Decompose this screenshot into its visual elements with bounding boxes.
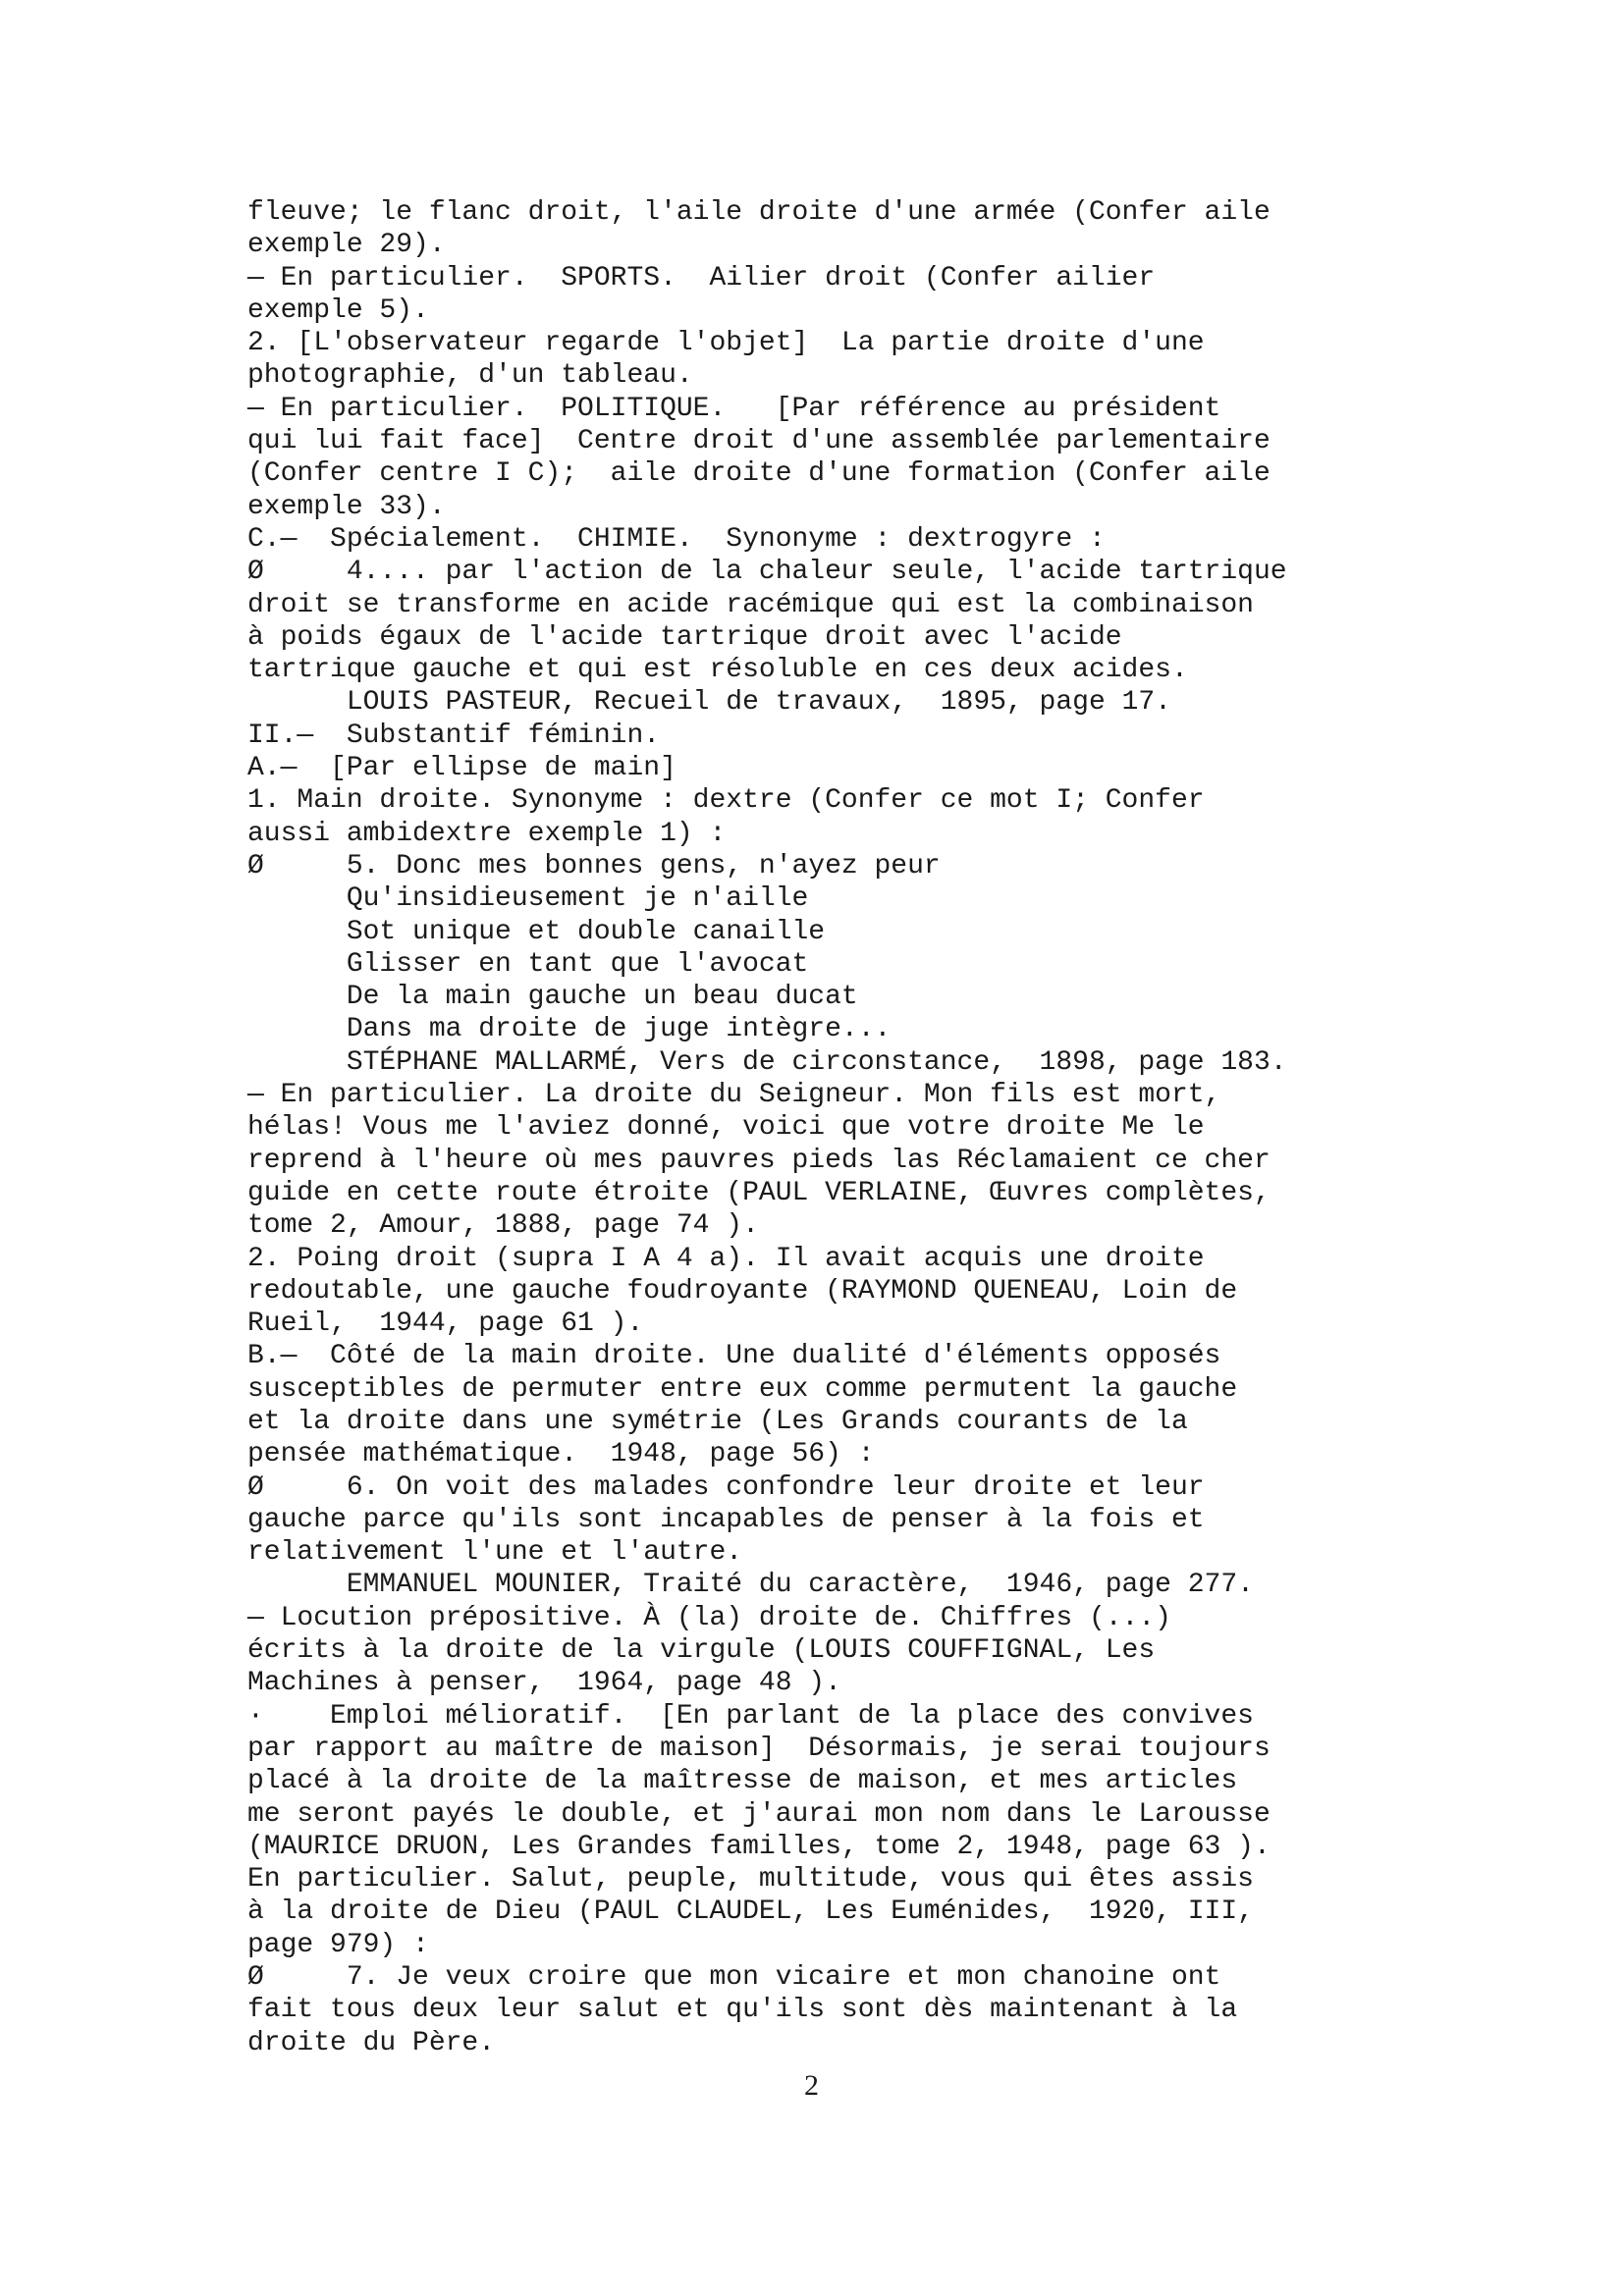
text-line: susceptibles de permuter entre eux comme permutent la gauche bbox=[247, 1373, 1238, 1405]
text-line: 2. [L'observateur regarde l'objet] La partie droite d'une bbox=[247, 328, 1205, 359]
text-line: De la main gauche un beau ducat bbox=[247, 982, 858, 1013]
text-line: Glisser en tant que l'avocat bbox=[247, 948, 809, 980]
text-line: (Confer centre I C); aile droite d'une formation (Confer aile bbox=[247, 458, 1271, 490]
text-line: EMMANUEL MOUNIER, Traité du caractère, 1946, page 277. bbox=[247, 1570, 1254, 1601]
text-line: guide en cette route étroite (PAUL VERLAINE, Œuvres complètes, bbox=[247, 1177, 1271, 1208]
text-line: reprend à l'heure où mes pauvres pieds las Réclamaient ce cher bbox=[247, 1145, 1271, 1176]
text-line: Machines à penser, 1964, page 48 ). bbox=[247, 1668, 841, 1699]
text-line: C.— Spécialement. CHIMIE. Synonyme : dextrogyre : bbox=[247, 523, 1106, 555]
text-line: — En particulier. La droite du Seigneur. Mon fils est mort, bbox=[247, 1080, 1221, 1111]
text-line: LOUIS PASTEUR, Recueil de travaux, 1895, page 17. bbox=[247, 687, 1171, 719]
text-line: qui lui fait face] Centre droit d'une assemblée parlementaire bbox=[247, 426, 1271, 457]
text-line: (MAURICE DRUON, Les Grandes familles, tome 2, 1948, page 63 ). bbox=[247, 1831, 1271, 1862]
text-line: fleuve; le flanc droit, l'aile droite d'une armée (Confer aile bbox=[247, 197, 1271, 228]
text-line: fait tous deux leur salut et qu'ils sont dès maintenant à la bbox=[247, 1995, 1238, 2026]
text-line: Qu'insidieusement je n'aille bbox=[247, 883, 809, 915]
text-line: redoutable, une gauche foudroyante (RAYMOND QUENEAU, Loin de bbox=[247, 1275, 1238, 1307]
text-line: droit se transforme en acide racémique qui est la combinaison bbox=[247, 589, 1254, 620]
text-line: hélas! Vous me l'aviez donné, voici que votre droite Me le bbox=[247, 1112, 1205, 1144]
text-line: et la droite dans une symétrie (Les Grands courants de la bbox=[247, 1406, 1188, 1437]
text-line: En particulier. Salut, peuple, multitude, vous qui êtes assis bbox=[247, 1864, 1254, 1896]
text-line: — En particulier. SPORTS. Ailier droit (Confer ailier bbox=[247, 262, 1156, 294]
text-line: Ø 4.... par l'action de la chaleur seule, l'acide tartrique bbox=[247, 557, 1287, 588]
text-line: page 979) : bbox=[247, 1929, 429, 1960]
text-line: B.— Côté de la main droite. Une dualité d'éléments opposés bbox=[247, 1341, 1221, 1372]
text-line: · Emploi mélioratif. [En parlant de la place des convives bbox=[247, 1700, 1254, 1732]
text-line: 2. Poing droit (supra I A 4 a). Il avait acquis une droite bbox=[247, 1243, 1205, 1274]
text-line: à la droite de Dieu (PAUL CLAUDEL, Les Euménides, 1920, III, bbox=[247, 1896, 1254, 1928]
text-line: 1. Main droite. Synonyme : dextre (Confer ce mot I; Confer bbox=[247, 785, 1205, 817]
text-line: exemple 5). bbox=[247, 294, 429, 326]
text-line: photographie, d'un tableau. bbox=[247, 360, 693, 392]
text-line: exemple 33). bbox=[247, 491, 446, 522]
text-line: tome 2, Amour, 1888, page 74 ). bbox=[247, 1210, 759, 1242]
text-line: A.— [Par ellipse de main] bbox=[247, 753, 676, 784]
text-line: écrits à la droite de la virgule (LOUIS COUFFIGNAL, Les bbox=[247, 1635, 1156, 1667]
document-body bbox=[247, 196, 1485, 2059]
text-line: pensée mathématique. 1948, page 56) : bbox=[247, 1439, 875, 1470]
page-number: 2 bbox=[804, 2069, 819, 2102]
text-line: aussi ambidextre exemple 1) : bbox=[247, 818, 727, 849]
text-line: — En particulier. POLITIQUE. [Par référence au président bbox=[247, 393, 1221, 424]
text-line: tartrique gauche et qui est résoluble en ces deux acides. bbox=[247, 655, 1188, 686]
text-line: à poids égaux de l'acide tartrique droit avec l'acide bbox=[247, 621, 1122, 653]
text-line: Ø 7. Je veux croire que mon vicaire et mon chanoine ont bbox=[247, 1962, 1221, 1994]
text-line: — Locution prépositive. À (la) droite de. Chiffres (...) bbox=[247, 1602, 1171, 1633]
text-line: droite du Père. bbox=[247, 2027, 496, 2058]
text-line: exemple 29). bbox=[247, 230, 446, 261]
text-line: gauche parce qu'ils sont incapables de penser à la fois et bbox=[247, 1504, 1205, 1535]
text-line: Dans ma droite de juge intègre... bbox=[247, 1014, 892, 1045]
text-line: Sot unique et double canaille bbox=[247, 916, 826, 947]
text-line: Ø 5. Donc mes bonnes gens, n'ayez peur bbox=[247, 850, 941, 881]
text-line: Rueil, 1944, page 61 ). bbox=[247, 1308, 644, 1340]
text-line: me seront payés le double, et j'aurai mon nom dans le Larousse bbox=[247, 1798, 1271, 1830]
text-line: placé à la droite de la maîtresse de maison, et mes articles bbox=[247, 1766, 1238, 1797]
text-line: relativement l'une et l'autre. bbox=[247, 1537, 743, 1569]
text-line: Ø 6. On voit des malades confondre leur droite et leur bbox=[247, 1471, 1205, 1503]
text-line: STÉPHANE MALLARMÉ, Vers de circonstance, 1898, page 183. bbox=[247, 1046, 1287, 1078]
text-line: par rapport au maître de maison] Désormais, je serai toujours bbox=[247, 1733, 1271, 1764]
text-line: II.— Substantif féminin. bbox=[247, 720, 661, 751]
